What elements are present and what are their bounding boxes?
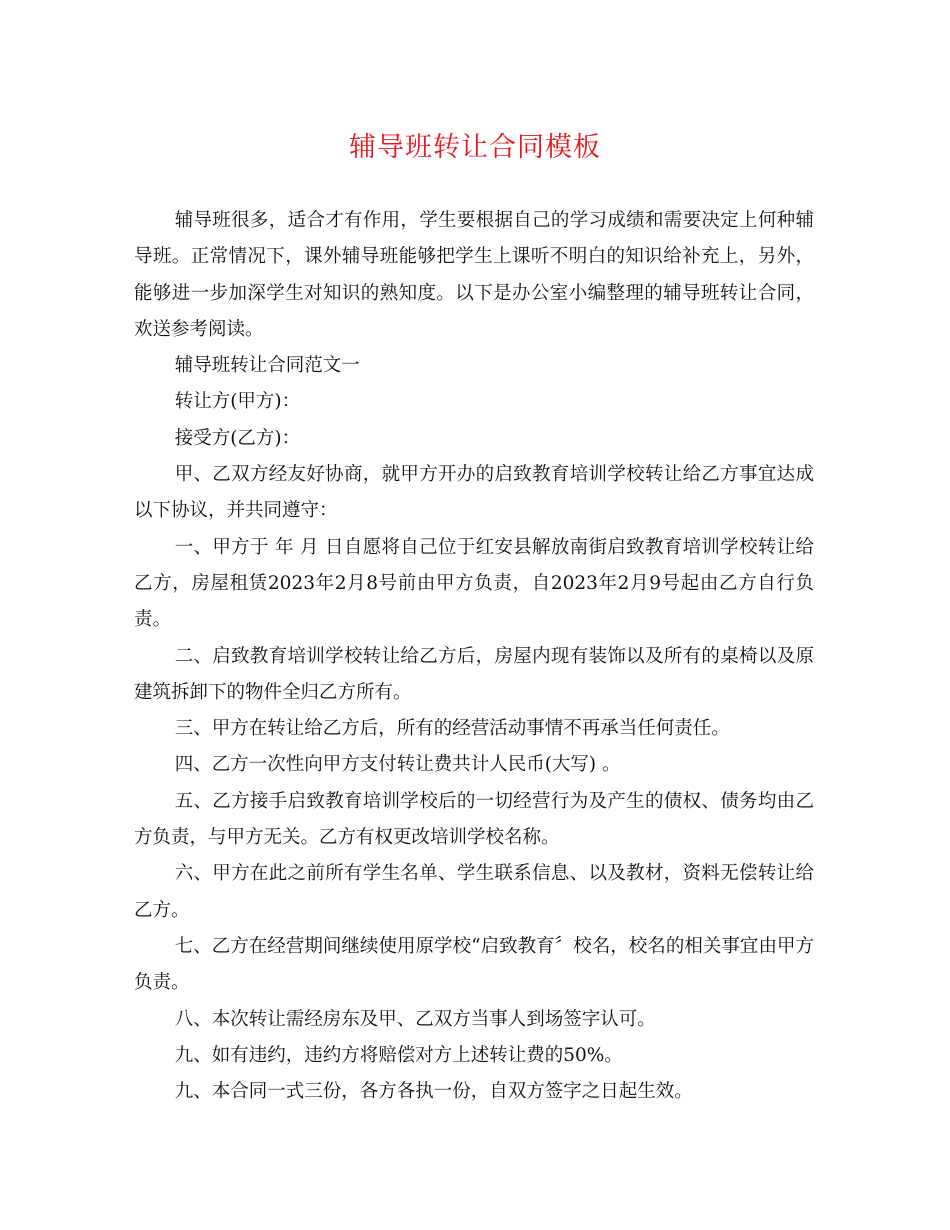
clause-10: 九、本合同一式三份，各方各执一份，自双方签字之日起生效。: [174, 1081, 693, 1103]
paragraph-party-a: 转让方(甲方)：: [174, 391, 301, 413]
paragraph-sample-heading: 辅导班转让合同范文一: [174, 355, 360, 377]
paragraph-intro: 辅导班很多，适合才有作用，学生要根据自己的学习成绩和需要决定上何种辅导班。正常情况下，课外辅导班能够把学生上课听不明白的知识给补充上，另外，能够进一步加深学生对知识的熟知度。以下是办公室小编整理的辅导班转让合同，欢送参考阅读。: [134, 210, 814, 340]
clause-6: 六、甲方在此之前所有学生名单、学生联系信息、以及教材，资料无偿转让给乙方。: [134, 863, 814, 921]
document-body: [134, 203, 814, 1110]
clause-1: 一、甲方于 年 月 日自愿将自己位于红安县解放南街启致教育培训学校转让给乙方，房屋租赁2023年2月8号前由甲方负责，自2023年2月9号起由乙方自行负责。: [134, 536, 814, 631]
clause-9: 九、如有违约，违约方将赔偿对方上述转让费的50%。: [174, 1044, 623, 1066]
clause-7: 七、乙方在经营期间继续使用原学校“启致教育〞校名，校名的相关事宜由甲方负责。: [134, 935, 814, 994]
clause-3: 三、甲方在转让给乙方后，所有的经营活动事情不再承当任何责任。: [174, 718, 730, 740]
clause-8: 八、本次转让需经房东及甲、乙双方当事人到场签字认可。: [174, 1008, 656, 1030]
clause-2: 二、启致教育培训学校转让给乙方后，房屋内现有装饰以及所有的桌椅以及原建筑拆卸下的物件全归乙方所有。: [134, 645, 814, 703]
document-title: 辅导班转让合同模板: [349, 132, 601, 163]
clause-5: 五、乙方接手启致教育培训学校后的一切经营行为及产生的债权、债务均由乙方负责，与甲方无关。乙方有权更改培训学校名称。: [134, 790, 814, 849]
paragraph-party-b: 接受方(乙方)：: [174, 427, 301, 449]
paragraph-agreement: 甲、乙双方经友好协商，就甲方开办的启致教育培训学校转让给乙方事宜达成以下协议，并共同遵守：: [134, 464, 814, 522]
clause-4: 四、乙方一次性向甲方支付转让费共计人民币(大写) 。: [174, 754, 621, 776]
